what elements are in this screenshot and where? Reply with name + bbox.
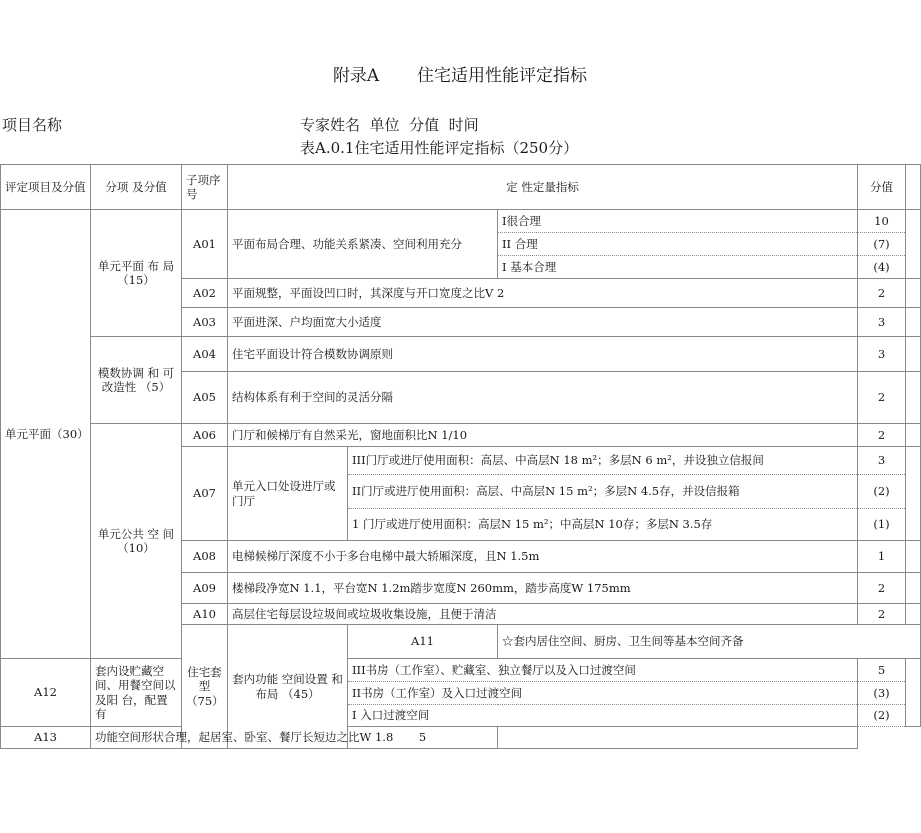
table-title: 表A.0.1住宅适用性能评定指标（250分） [300,139,579,157]
table-row-a12 [1,659,921,682]
row-no: A11 [348,625,498,659]
row-text: 平面布局合理、功能关系紧凑、空间利用充分 [228,210,498,279]
row-no: A13 [1,727,91,749]
row-no: A02 [182,279,228,308]
subgroup-public-space: 单元公共 空 间 （10） [91,424,182,659]
subgroup-modular: 模数协调 和 可改造性 （5） [91,337,182,424]
row-text: 平面进深、户均面宽大小适度 [228,308,858,337]
row-score: 2 [858,279,906,308]
group-dwelling-type: 住宅套型（75） [182,625,228,749]
option-score: 5 [858,659,906,682]
option-text: I很合理 [498,210,858,233]
project-name-label: 项目名称 [2,116,63,134]
row-no: A07 [182,447,228,541]
option-text: I 入口过渡空间 [348,705,858,727]
option-score: 10 [858,210,906,233]
option-text: III书房（工作室）、贮藏室、独立餐厅以及入口过渡空间 [348,659,858,682]
row-no: A01 [182,210,228,279]
row-text: 电梯候梯厅深度不小于多台电梯中最大轿厢深度，且N 1.5m [228,541,858,573]
option-score: (1) [858,509,906,541]
option-score: (3) [858,682,906,705]
row-no: A12 [1,659,91,727]
header-sub: 分项 及分值 [91,165,182,210]
row-no: A05 [182,372,228,424]
option-score: (4) [858,256,906,279]
subgroup-unit-layout: 单元平面 布 局 （15） [91,210,182,337]
row-text: 楼梯段净宽N 1.1，平台宽N 1.2m踏步宽度N 260mm，踏步高度W 175mm [228,573,858,604]
option-score: (2) [858,475,906,509]
header-no: 子项序号 [182,165,228,210]
row-text: 套内设贮藏空间、用餐空间以及阳 台，配置有 [91,659,182,727]
row-text: 高层住宅每层设垃圾间或垃圾收集设施，且便于清洁 [228,604,858,625]
row-score: 2 [858,573,906,604]
expert-info-line: 专家姓名 单位 分值 时间 [300,116,479,134]
row-score: 1 [858,541,906,573]
row-score: 2 [858,372,906,424]
header-score: 分值 [858,165,906,210]
row-score: 5 [348,727,498,749]
table-row-a01 [1,210,921,233]
option-text: 1 门厅或进厅使用面积：高层N 15 m²；中高层N 10存；多层N 3.5存 [348,509,858,541]
option-text: II 合理 [498,233,858,256]
row-no: A06 [182,424,228,447]
row-no: A04 [182,337,228,372]
evaluation-table [0,164,921,749]
row-text: 平面规整，平面设凹口时，其深度与开口宽度之比V 2 [228,279,858,308]
option-score: 3 [858,447,906,475]
row-text: 结构体系有利于空间的灵活分隔 [228,372,858,424]
row-text: ☆套内居住空间、厨房、卫生间等基本空间齐备 [498,625,921,659]
option-text: II门厅或进厅使用面积：高层、中高层N 15 m²；多层N 4.5存，并设信报箱 [348,475,858,509]
header-item: 评定项目及分值 [1,165,91,210]
table-header-row [1,165,921,210]
option-score: (7) [858,233,906,256]
table-row-a06 [1,424,921,447]
header-content: 定 性定量指标 [228,165,858,210]
row-no: A09 [182,573,228,604]
row-text: 单元入口处设进厅或门厅 [228,447,348,541]
table-row-a13 [1,727,921,749]
row-score: 3 [858,337,906,372]
row-text: 门厅和候梯厅有自然采光，窗地面积比N 1/10 [228,424,858,447]
option-score: (2) [858,705,906,727]
row-no: A08 [182,541,228,573]
row-text: 住宅平面设计符合模数协调原则 [228,337,858,372]
option-text: II书房（工作室）及入口过渡空间 [348,682,858,705]
row-no: A03 [182,308,228,337]
row-score: 2 [858,604,906,625]
option-text: III门厅或进厅使用面积：高层、中高层N 18 m²；多层N 6 m²，并设独立信报间 [348,447,858,475]
group-unit-plan: 单元平面（30） [1,210,91,659]
subgroup-function-layout: 套内功能 空间设置 和布局 （45） [228,625,348,749]
page-title: 附录A 住宅适用性能评定指标 [332,66,588,86]
table-row-a04 [1,337,921,372]
row-text: 功能空间形状合理，起居室、卧室、餐厅长短边之比W 1.8 [91,727,348,749]
row-score: 2 [858,424,906,447]
row-no: A10 [182,604,228,625]
option-text: I 基本合理 [498,256,858,279]
row-score: 3 [858,308,906,337]
